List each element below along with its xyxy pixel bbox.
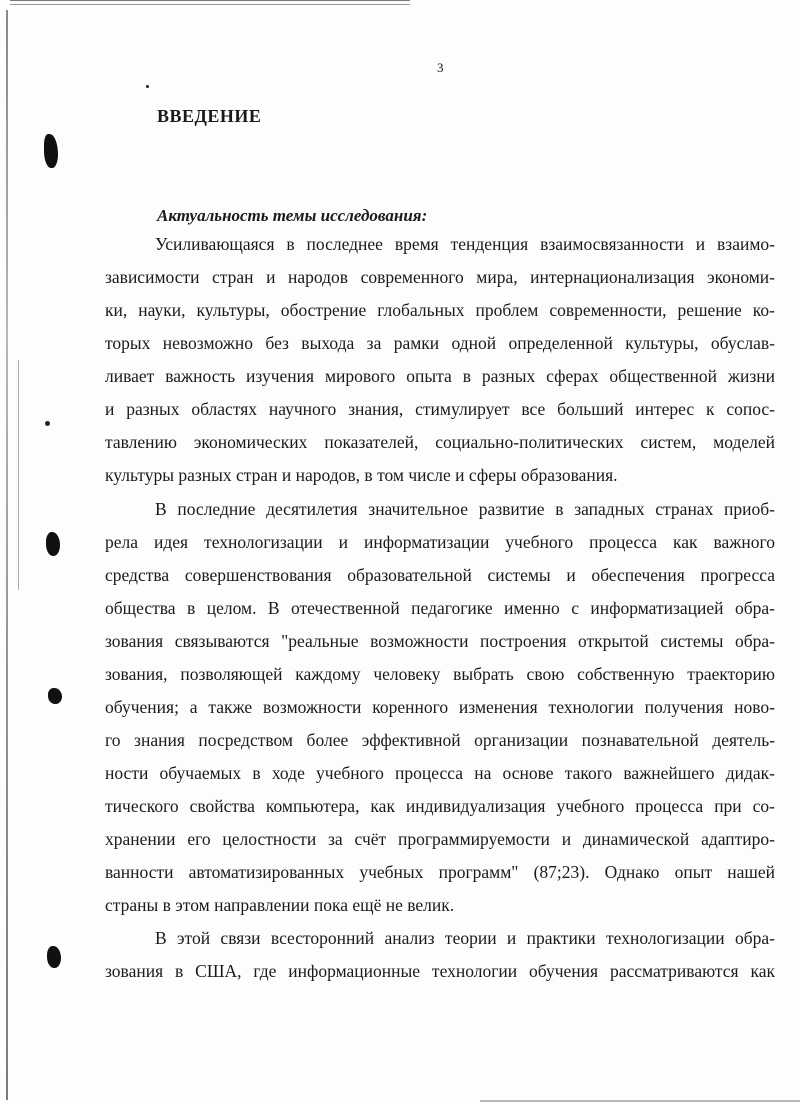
- section-heading: ВВЕДЕНИЕ: [157, 106, 262, 126]
- binding-hole-mark: [47, 946, 61, 968]
- binding-hole-mark: [48, 688, 62, 704]
- text-line: зависимости стран и народов современного мира, интернационализация экономи-: [105, 267, 775, 287]
- text-line: В этой связи всесторонний анализ теории и практики технологизации обра-: [155, 928, 775, 948]
- scan-left-edge-mark: [18, 360, 19, 590]
- scan-top-rule: [10, 0, 410, 5]
- text-line: Усиливающаяся в последнее время тенденция взаимосвязанности и взаимо-: [155, 234, 775, 254]
- text-line: обучения; а также возможности коренного изменения технологии получения ново-: [105, 697, 775, 717]
- text-line: зования, позволяющей каждому человеку выбрать свою собственную траекторию: [105, 664, 775, 684]
- binding-hole-mark: [44, 134, 58, 168]
- text-line: рела идея технологизации и информатизации учебного процесса как важного: [105, 532, 775, 552]
- page-number: 3: [437, 60, 444, 75]
- binding-hole-mark: [46, 532, 60, 556]
- text-line: ки, науки, культуры, обострение глобальных проблем современности, решение ко-: [105, 300, 775, 320]
- text-line: ливает важность изучения мирового опыта в разных сферах общественной жизни: [105, 366, 775, 386]
- text-line: зования связываются "реальные возможности построения открытой системы обра-: [105, 631, 775, 651]
- subsection-heading: Актуальность темы исследования:: [157, 206, 428, 225]
- text-line: культуры разных стран и народов, в том числе и сферы образования.: [105, 465, 618, 485]
- text-line: торых невозможно без выхода за рамки одной определенной культуры, обуслав-: [105, 333, 775, 353]
- text-line: страны в этом направлении пока ещё не велик.: [105, 895, 455, 915]
- text-line: зования в США, где информационные технологии обучения рассматриваются как: [105, 961, 775, 981]
- text-line: тического свойства компьютера, как индивидуализация учебного процесса при со-: [105, 796, 775, 816]
- text-line: и разных областях научного знания, стимулирует все больший интерес к сопос-: [105, 399, 775, 419]
- scan-speck: [45, 421, 50, 426]
- scan-bottom-rule: [480, 1100, 800, 1102]
- text-line: общества в целом. В отечественной педагогике именно с информатизацией обра-: [105, 598, 775, 618]
- text-line: ности обучаемых в ходе учебного процесса на основе такого важнейшего дидак-: [105, 763, 775, 783]
- text-line: ванности автоматизированных учебных программ" (87;23). Однако опыт нашей: [105, 862, 775, 882]
- text-line: тавлению экономических показателей, социально-политических систем, моделей: [105, 432, 775, 452]
- text-line: В последние десятилетия значительное развитие в западных странах приоб-: [155, 499, 775, 519]
- text-line: средства совершенствования образовательной системы и обеспечения прогресса: [105, 565, 775, 585]
- text-line: го знания посредством более эффективной организации познавательной деятель-: [105, 730, 775, 750]
- text-line: хранении его целостности за счёт программируемости и динамической адаптиро-: [105, 829, 775, 849]
- scan-speck: [146, 85, 149, 88]
- scan-left-edge: [6, 10, 8, 1100]
